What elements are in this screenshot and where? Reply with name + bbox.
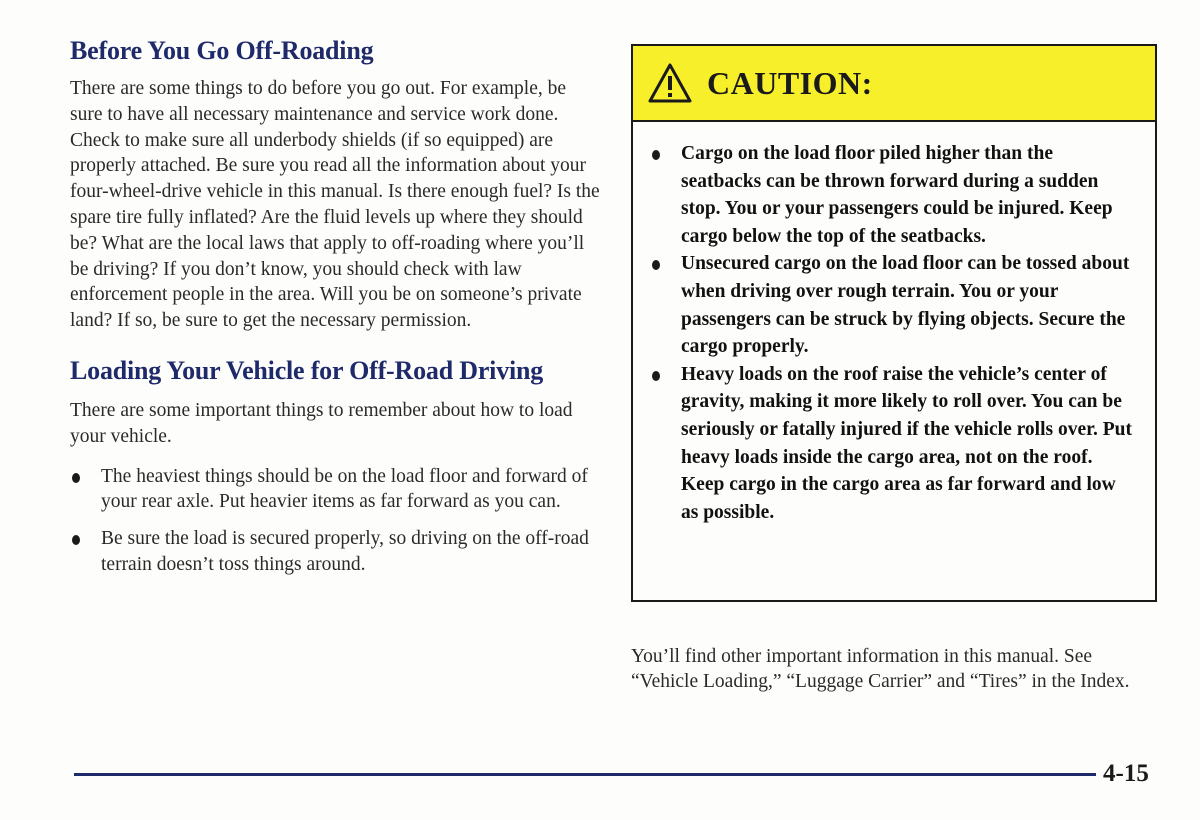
warning-triangle-icon — [647, 62, 693, 104]
section-heading-loading-vehicle: Loading Your Vehicle for Off-Road Driving — [70, 355, 544, 385]
list-item — [633, 361, 1135, 527]
list-item — [70, 464, 600, 516]
bullet-icon — [652, 371, 660, 381]
bullet-icon — [652, 260, 660, 270]
list-item — [633, 140, 1135, 250]
list-item — [633, 250, 1135, 360]
list-item-text: Be sure the load is secured properly, so driving on the off-road terrain doesn’t toss things around. — [101, 528, 589, 575]
section-heading-before-off-roading: Before You Go Off-Roading — [70, 36, 374, 65]
bullet-icon — [652, 150, 660, 160]
footer-rule — [74, 773, 1096, 776]
caution-box — [631, 44, 1157, 602]
bullet-icon — [72, 535, 80, 545]
caution-header — [633, 46, 1155, 122]
section-intro-loading-vehicle: There are some important things to remember about how to load your vehicle. — [70, 399, 573, 447]
caution-item-text: Unsecured cargo on the load floor can be tossed about when driving over rough terrain. You or your passengers can be struck by flying objects. Secure the cargo properly. — [681, 253, 1130, 358]
list-item-text: The heaviest things should be on the load floor and forward of your rear axle. Put heavier items as far forward as you can. — [101, 465, 588, 513]
section-body-before-off-roading: There are some things to do before you go out. For example, be sure to have all necessary maintenance and service work done. Check to make sure all underbody shields (if so equipped) are properly attached. Be sure you read all the information about your four-wheel-drive vehicle in this manual. Is there enough fuel? Is the spare tire fully inflated? Are the fluid levels up where they should be? What are the local laws that apply to off-roading where you’ll be driving? If you don’t know, you should check with law enforcement people in the area. Will you be on someone’s private land? If so, be sure to get the necessary permission. — [70, 78, 600, 332]
caution-title: CAUTION: — [707, 64, 873, 101]
caution-item-text: Cargo on the load floor piled higher than the seatbacks can be thrown forward during a sudden stop. You or your passengers could be injured. Keep cargo below the top of the seatbacks. — [681, 143, 1113, 247]
left-column — [70, 36, 600, 589]
bullet-icon — [72, 473, 80, 483]
page-number: 4-15 — [1103, 760, 1149, 787]
caution-bullet-list — [633, 140, 1155, 526]
list-item — [70, 526, 600, 578]
loading-bullet-list — [70, 464, 600, 578]
index-reference-note: You’ll find other important information in this manual. See “Vehicle Loading,” “Luggage Carrier” and “Tires” in the Index. — [631, 645, 1130, 693]
caution-item-text: Heavy loads on the roof raise the vehicle’s center of gravity, making it more likely to roll over. You can be seriously or fatally injured if the vehicle rolls over. Put heavy loads inside the cargo area, not on the roof. Keep cargo in the cargo area as far forward and low as possible. — [681, 363, 1132, 523]
